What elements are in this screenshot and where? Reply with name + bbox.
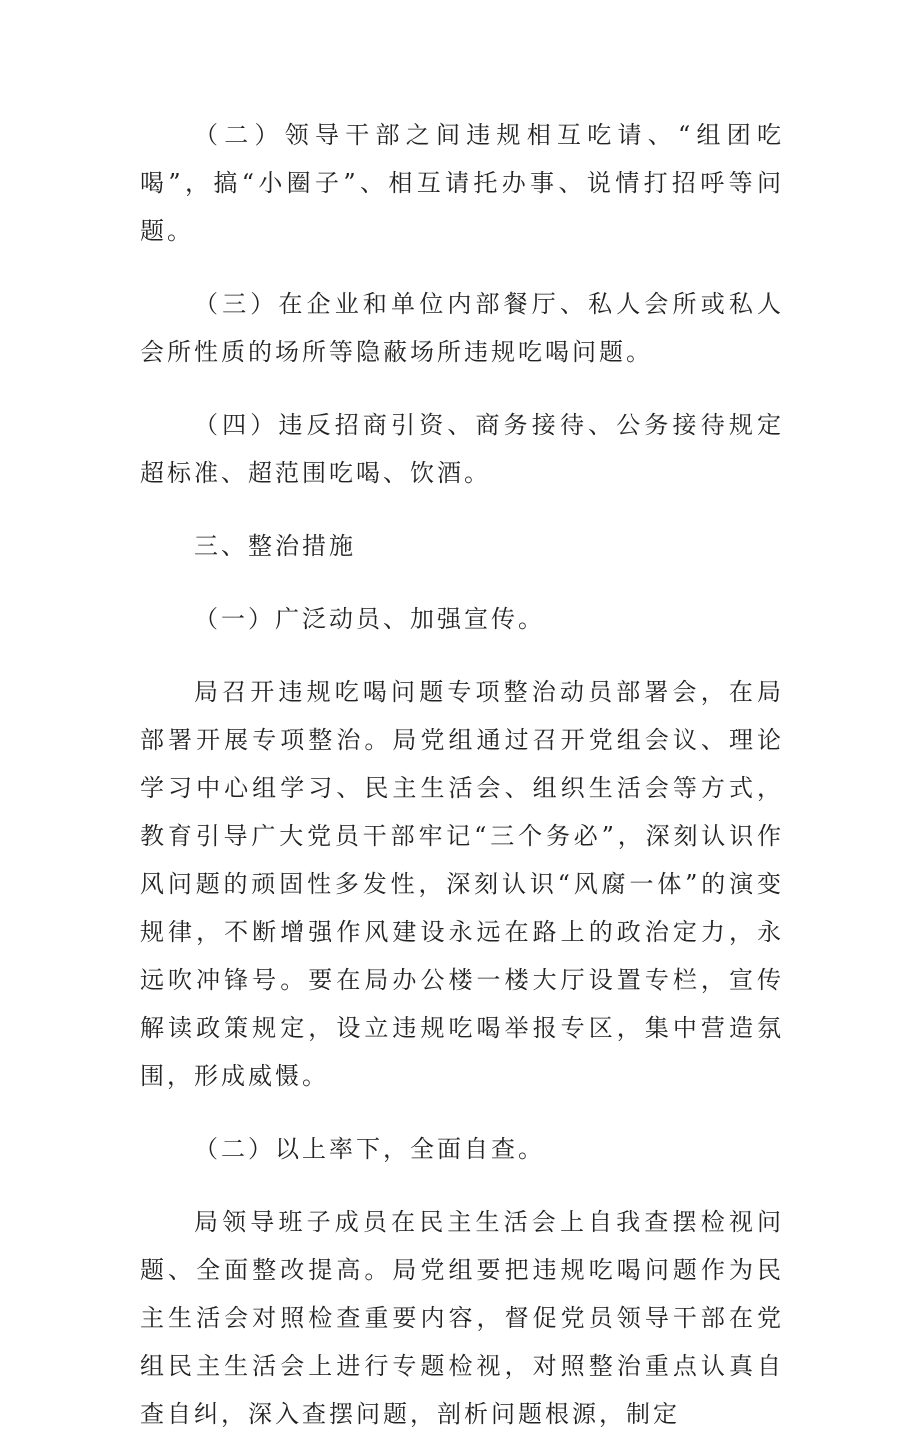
paragraph-item-3-hidden-venues: （三）在企业和单位内部餐厅、私人会所或私人会所性质的场所等隐蔽场所违规吃喝问题。 bbox=[140, 290, 784, 366]
paragraph-self-inspection-details: 局领导班子成员在民主生活会上自我查摆检视问题、全面整改提高。局党组要把违规吃喝问题作为民主生活会对照检查重要内容，督促党员领导干部在党组民主生活会上进行专题检视，对照整治重点认真自查自纠，深入查摆问题，剖析问题根源，制定 bbox=[140, 1208, 784, 1428]
subheading-lead-by-example: （二）以上率下，全面自查。 bbox=[194, 1135, 545, 1163]
paragraph-mobilization-details: 局召开违规吃喝问题专项整治动员部署会，在局部署开展专项整治。局党组通过召开党组会议、理论学习中心组学习、民主生活会、组织生活会等方式，教育引导广大党员干部牢记“三个务必”，深刻认识作风问题的顽固性多发性，深刻认识“风腐一体”的演变规律，不断增强作风建设永远在路上的政治定力，永远吹冲锋号。要在局办公楼一楼大厅设置专栏，宣传解读政策规定，设立违规吃喝举报专区，集中营造氛围，形成威慑。 bbox=[140, 678, 784, 1090]
subheading-mobilize-publicize: （一）广泛动员、加强宣传。 bbox=[194, 605, 545, 633]
paragraph-item-4-reception-rules: （四）违反招商引资、商务接待、公务接待规定超标准、超范围吃喝、饮酒。 bbox=[140, 411, 784, 487]
paragraph-item-2-violations: （二）领导干部之间违规相互吃请、“组团吃喝”，搞“小圈子”、相互请托办事、说情打招呼等问题。 bbox=[140, 121, 784, 245]
document-body bbox=[140, 111, 784, 1438]
section-heading-measures: 三、整治措施 bbox=[194, 532, 356, 560]
